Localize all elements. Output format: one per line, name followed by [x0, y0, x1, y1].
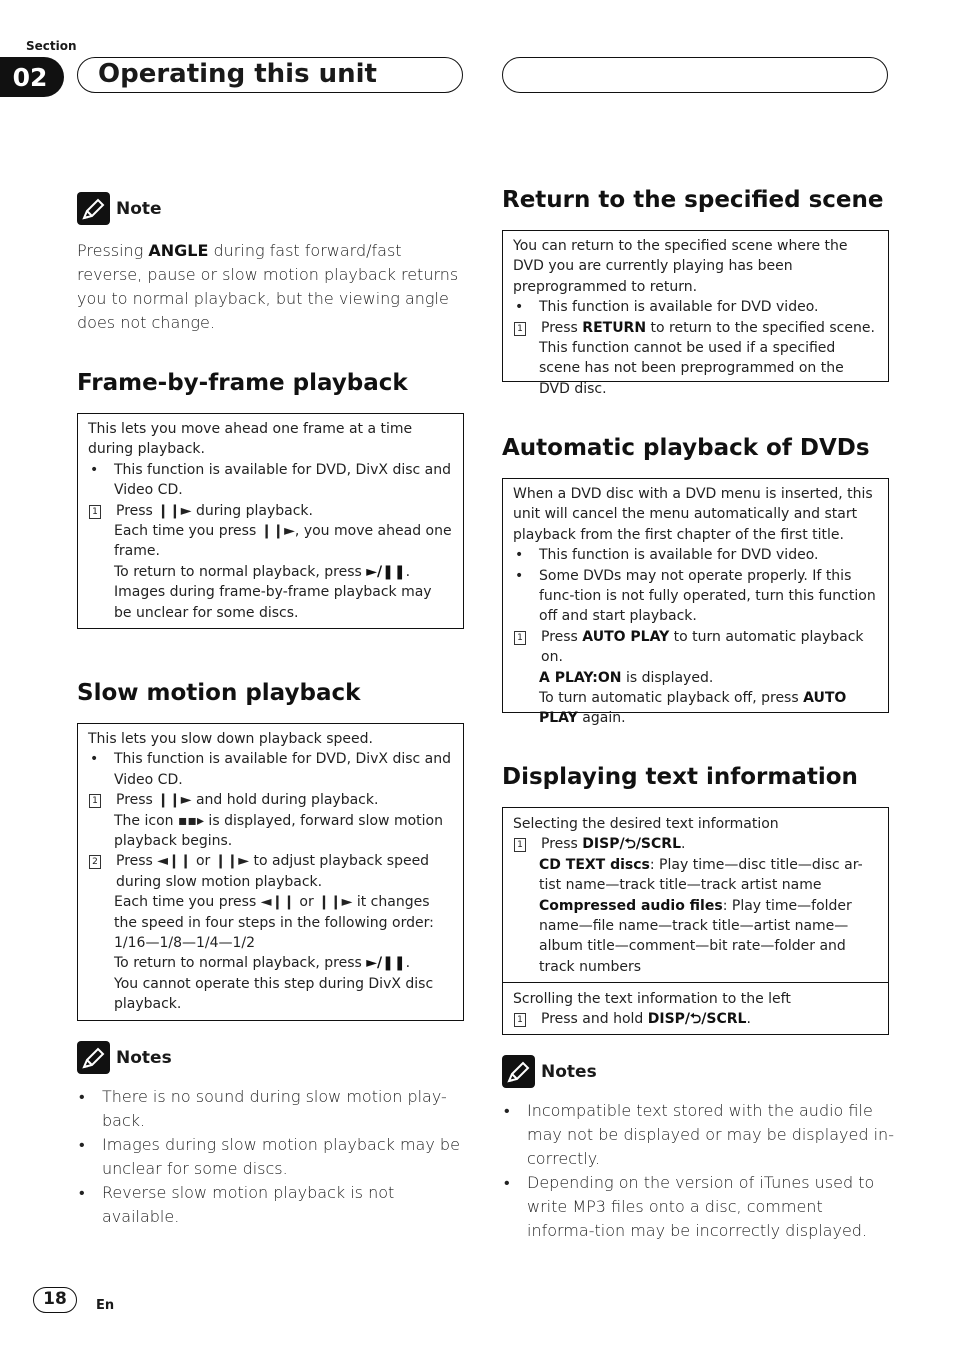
page-title: Operating this unit: [77, 57, 463, 93]
step-forward-icon: ❙❙►: [260, 523, 295, 540]
step-reverse-icon: ◄❙❙: [260, 894, 295, 911]
step-detail: Each time you press ❙❙►, you move ahead one frame.: [114, 523, 452, 560]
page-number: 18: [33, 1287, 77, 1313]
step-detail: Images during frame-by-frame playback may be unclear for some discs.: [114, 584, 432, 621]
return-arrow-icon: ⮌: [624, 836, 636, 853]
notes-slow-motion: [77, 1041, 469, 1229]
heading-text-info: Displaying text information: [502, 764, 858, 790]
list-item: • Images during slow motion playback may be unclear for some discs.: [79, 1135, 460, 1178]
note-title: Note: [116, 198, 162, 219]
step-forward-icon: ❙❙►: [318, 894, 353, 911]
step-1: 1 Press AUTO PLAY to turn automatic playback on.: [513, 627, 878, 668]
step-detail: To return to normal playback, press ►/❚❚.: [114, 563, 411, 580]
step-detail: This function cannot be used if a specified scene has not been preprogrammed on the DVD disc.: [539, 340, 844, 397]
note-text: Pressing ANGLE during fast forward/fast reverse, pause or slow motion playback returns you to normal playback, but the viewing angle does not change.: [77, 241, 459, 332]
cd-text-order: CD TEXT discs: Play time—disc title—disc ar-tist name—track title—track artist name: [539, 856, 863, 894]
heading-frame-by-frame: Frame-by-frame playback: [77, 370, 408, 396]
step-1: 1 Press ❙❙► and hold during playback.: [88, 790, 453, 810]
compressed-audio-order: Compressed audio files: Play time—folder name—file name—track title—artist name—album title—comment—bit rate—folder and track numbers: [539, 897, 852, 975]
intro-text: When a DVD disc with a DVD menu is inserted, this unit will cancel the menu automatically and start playback from the first chapter of the first title.: [513, 486, 873, 543]
list-item: • There is no sound during slow motion play-back.: [79, 1087, 447, 1130]
pencil-note-icon: [502, 1055, 535, 1088]
list-item: • This function is available for DVD video.: [515, 299, 819, 316]
heading-auto-playback: Automatic playback of DVDs: [502, 435, 870, 461]
list-item: • Incompatible text stored with the audio file may not be displayed or may be displayed in-correctly.: [504, 1101, 894, 1168]
step-1: 1 Press DISP/⮌/SCRL.: [513, 834, 878, 854]
intro-text: This lets you slow down playback speed.: [88, 731, 373, 747]
return-arrow-icon: ⮌: [690, 1011, 702, 1028]
heading-return-scene: Return to the specified scene: [502, 187, 884, 213]
section-label: Section: [26, 39, 77, 53]
intro-text: This lets you move ahead one frame at a time during playback.: [88, 421, 413, 458]
step-reverse-icon: ◄❙❙: [157, 853, 192, 870]
play-pause-icon: ►/❚❚: [366, 563, 406, 580]
notes-title: Notes: [541, 1061, 597, 1082]
slow-motion-icon: ▪▪▸: [177, 812, 204, 829]
notes-text-info: [502, 1055, 894, 1243]
list-item: • This function is available for DVD, DivX disc and Video CD.: [90, 751, 452, 788]
step-1: 1 Press RETURN to return to the specified scene.: [513, 318, 878, 338]
language-label: En: [96, 1298, 115, 1313]
notes-title: Notes: [116, 1047, 172, 1068]
step-2: 2 Press ◄❙❙ or ❙❙► to adjust playback speed during slow motion playback.: [88, 851, 453, 892]
list-item: • Reverse slow motion playback is not available.: [79, 1183, 395, 1226]
speed-order: 1/16—1/8—1/4—1/2: [114, 935, 256, 952]
text-info-box: [502, 807, 889, 1035]
intro-text: You can return to the specified scene where the DVD you are currently playing has been preprogrammed to return.: [513, 238, 848, 295]
frame-by-frame-box: [77, 413, 464, 629]
step-detail: To turn automatic playback off, press AUTO PLAY again.: [539, 690, 847, 727]
play-pause-icon: ►/❚❚: [366, 955, 406, 972]
step-forward-icon: ❙❙►: [214, 853, 249, 870]
return-scene-box: [502, 230, 889, 397]
step-forward-icon: ❙❙►: [157, 792, 192, 809]
subsection-title: Selecting the desired text information: [513, 816, 779, 832]
slow-motion-box: [77, 723, 464, 1021]
section-number: 02: [0, 57, 64, 97]
list-item: • Some DVDs may not operate properly. If this func-tion is not fully operated, turn this function off and start playback.: [515, 567, 876, 625]
header-empty-pill: [502, 57, 888, 93]
step-detail: To return to normal playback, press ►/❚❚.: [114, 955, 411, 972]
list-item: • This function is available for DVD video.: [515, 547, 819, 564]
list-item: • Depending on the version of iTunes used to write MP3 files onto a disc, comment informa-tion may be incorrectly displayed.: [504, 1173, 875, 1240]
step-detail: Each time you press ◄❙❙ or ❙❙► it changes the speed in four steps in the following order:: [114, 894, 434, 931]
subsection-title: Scrolling the text information to the left: [513, 991, 791, 1007]
note-angle: [77, 192, 467, 335]
list-item: • This function is available for DVD, DivX disc and Video CD.: [90, 461, 452, 499]
step-1: 1 Press and hold DISP/⮌/SCRL.: [513, 1009, 878, 1029]
step-detail: The icon ▪▪▸ is displayed, forward slow motion playback begins.: [114, 812, 443, 850]
heading-slow-motion: Slow motion playback: [77, 680, 361, 706]
step-1: 1 Press ❙❙► during playback.: [88, 501, 453, 521]
pencil-note-icon: [77, 1041, 110, 1074]
step-detail: You cannot operate this step during DivX disc playback.: [114, 975, 434, 1013]
step-detail: A PLAY:ON is displayed.: [539, 669, 714, 686]
pencil-note-icon: [77, 192, 110, 225]
auto-playback-box: [502, 478, 889, 727]
step-forward-icon: ❙❙►: [157, 502, 192, 519]
